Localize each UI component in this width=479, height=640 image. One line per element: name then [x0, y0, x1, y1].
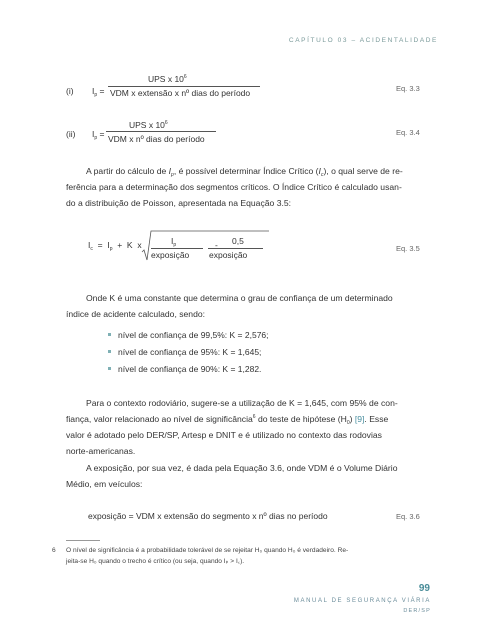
bullet-item: nível de confiança de 90%: K = 1,282. [108, 364, 261, 374]
eq33-fraction-line [108, 86, 260, 87]
bullet-icon [108, 350, 111, 353]
eq35-frac2-den: exposição [209, 250, 248, 260]
para4-line2: Médio, em veículos: [66, 479, 143, 489]
eq34-lhs: $I_p$ = [92, 129, 105, 141]
footnote-divider [66, 540, 100, 541]
eq35-minus: - [215, 240, 218, 250]
footnote-line1: O nível de significância é a probabilidade tolerável de se rejeitar H₀ quando H₀ é verdadeiro. Re- [66, 547, 349, 554]
eq35-frac-num: $I_p$ [171, 236, 177, 248]
para4-line1: A exposição, por sua vez, é dada pela Equação 3.6, onde VDM é o Volume Diário [86, 463, 398, 473]
reference-link[interactable]: [9] [354, 414, 365, 424]
para1-line2: ferência para a determinação dos segmentos críticos. O Índice Crítico é calculado usan- [66, 182, 402, 192]
para1-line3: do a distribuição de Poisson, apresentada na Equação 3.5: [66, 198, 292, 208]
bullet-item: nível de confiança de 99,5%: K = 2,576; [108, 330, 269, 340]
eq34-tag: (ii) [66, 129, 76, 139]
eq35-frac2-line [208, 248, 263, 249]
para3-line1: Para o contexto rodoviário, sugere-se a utilização de K = 1,645, com 95% de con- [86, 398, 398, 408]
para3-line2: fiança, valor relacionado ao nível de significância$^6$ do teste de hipótese $(H_0)$ [9]. Esse [66, 414, 389, 426]
page-number: 99 [418, 583, 430, 594]
eq34-denominator: VDM x nº dias do período [108, 134, 205, 144]
para1-line1: A partir do cálculo de $I_p$, é possível determinar Índice Crítico $(I_c)$, o qual serve de re- [86, 166, 403, 178]
eq33-label: Eq. 3.3 [396, 84, 420, 93]
eq33-lhs: $I_p$ = [92, 86, 105, 98]
eq35-frac-line [151, 248, 203, 249]
para2-line2: índice de acidente calculado, sendo: [66, 309, 206, 319]
bullet-icon [108, 333, 111, 336]
eq33-denominator: VDM x extensão x nº dias do período [110, 88, 251, 98]
eq36-label: Eq. 3.6 [396, 512, 420, 521]
para2-line1: Onde K é uma constante que determina o grau de confiança de um determinado [86, 293, 393, 303]
eq33-numerator: UPS x $10^6$ [148, 74, 187, 84]
chapter-header: CAPÍTULO 03 – ACIDENTALIDADE [288, 37, 438, 44]
footnote-line2: jeita-se H₀ quando o trecho é crítico (ou seja, quando Iₚ > I꜀). [66, 558, 245, 565]
eq36-text: exposição = VDM x extensão do segmento x nº dias no período [88, 511, 328, 521]
footer-subtitle: DER/SP [403, 608, 431, 614]
eq34-label: Eq. 3.4 [396, 128, 420, 137]
eq34-numerator: UPS x $10^6$ [129, 120, 168, 130]
eq35-frac-den: exposição [151, 250, 190, 260]
footer-title: MANUAL DE SEGURANÇA VIÁRIA [293, 598, 431, 604]
eq34-fraction-line [106, 131, 216, 132]
para3-line4: norte-americanas. [66, 446, 136, 456]
eq35-label: Eq. 3.5 [396, 244, 420, 253]
bullet-icon [108, 367, 111, 370]
eq35-lhs: $I_c = I_p + K$ x [88, 240, 142, 252]
eq35-frac2-num: 0,5 [232, 236, 244, 246]
eq33-tag: (i) [66, 86, 74, 96]
para3-line3: valor é adotado pelo DER/SP, Artesp e DNIT e é utilizado no contexto das rodovias [66, 430, 382, 440]
footnote-number: 6 [52, 547, 56, 554]
bullet-item: nível de confiança de 95%: K = 1,645; [108, 347, 261, 357]
